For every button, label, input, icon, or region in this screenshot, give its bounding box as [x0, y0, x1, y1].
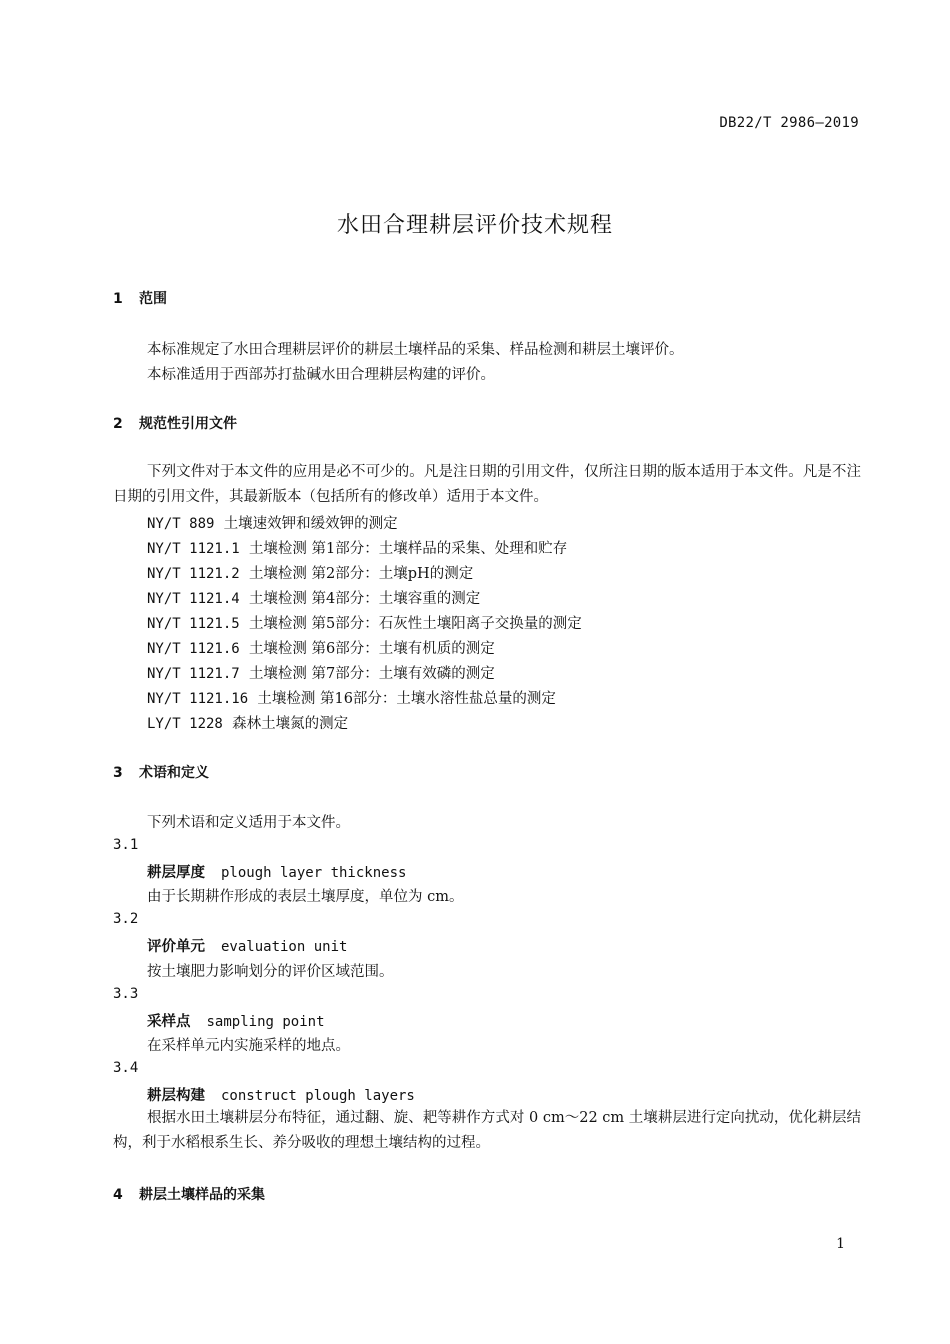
reference-code: NY/T 1121.16 [147, 691, 249, 707]
reference-title: 土壤速效钾和缓效钾的测定 [223, 516, 398, 532]
section-number: 1 [113, 291, 123, 307]
document-title: 水田合理耕层评价技术规程 [336, 213, 613, 238]
term-heading [147, 935, 347, 956]
term-en: construct plough layers [221, 1088, 415, 1104]
reference-code: NY/T 1121.2 [147, 566, 240, 582]
reference-item [147, 537, 567, 558]
term-heading [147, 1084, 415, 1105]
standard-code: DB22/T 2986—2019 [719, 115, 859, 131]
clause-number: 3.4 [113, 1060, 139, 1076]
scope-paragraph-1: 本标准规定了水田合理耕层评价的耕层土壤样品的采集、样品检测和耕层土壤评价。 [147, 342, 684, 358]
reference-code: NY/T 889 [147, 516, 215, 532]
reference-code: NY/T 1121.5 [147, 616, 240, 632]
term-en: plough layer thickness [221, 865, 407, 881]
references-intro: 下列文件对于本文件的应用是必不可少的。凡是注日期的引用文件，仅所注日期的版本适用于本文件。凡是不注日期的引用文件，其最新版本（包括所有的修改单）适用于本文件。 [113, 464, 861, 505]
term-en: sampling point [206, 1014, 325, 1030]
clause-number: 3.2 [113, 911, 139, 927]
reference-item [147, 512, 398, 533]
scope-paragraph-2: 本标准适用于西部苏打盐碱水田合理耕层构建的评价。 [147, 367, 495, 383]
term-heading [147, 1010, 325, 1031]
reference-title: 土壤检测 第16部分：土壤水溶性盐总量的测定 [257, 691, 556, 707]
section-number: 4 [113, 1187, 123, 1203]
reference-title: 土壤检测 第7部分：土壤有效磷的测定 [248, 666, 495, 682]
section-number: 3 [113, 765, 123, 781]
reference-item [147, 612, 582, 633]
section-3-heading [113, 762, 209, 782]
section-title: 范围 [139, 291, 167, 307]
term-zh: 评价单元 [147, 939, 205, 955]
reference-item [147, 662, 495, 683]
term-zh: 采样点 [147, 1014, 191, 1030]
term-definition: 根据水田土壤耕层分布特征，通过翻、旋、耙等耕作方式对 0 cm～22 cm 土壤耕层进行定向扰动，优化耕层结构，利于水稻根系生长、养分吸收的理想土壤结构的过程。 [113, 1110, 861, 1151]
page-number: 1 [836, 1236, 845, 1252]
section-1-heading [113, 288, 167, 308]
reference-code: NY/T 1121.6 [147, 641, 240, 657]
reference-title: 土壤检测 第6部分：土壤有机质的测定 [248, 641, 495, 657]
section-4-heading [113, 1184, 265, 1204]
term-definition: 按土壤肥力影响划分的评价区域范围。 [147, 964, 394, 980]
section-2-heading [113, 413, 237, 433]
section-title: 规范性引用文件 [139, 416, 237, 432]
reference-code: NY/T 1121.7 [147, 666, 240, 682]
reference-title: 土壤检测 第4部分：土壤容重的测定 [248, 591, 481, 607]
reference-item [147, 587, 480, 608]
term-zh: 耕层厚度 [147, 865, 205, 881]
reference-item [147, 637, 495, 658]
clause-number: 3.1 [113, 837, 139, 853]
reference-title: 森林土壤氮的测定 [232, 716, 349, 732]
clause-number: 3.3 [113, 986, 139, 1002]
reference-title: 土壤检测 第1部分：土壤样品的采集、处理和贮存 [248, 541, 568, 557]
term-definition: 在采样单元内实施采样的地点。 [147, 1038, 350, 1054]
reference-item [147, 712, 348, 733]
term-zh: 耕层构建 [147, 1088, 205, 1104]
terms-intro: 下列术语和定义适用于本文件。 [147, 815, 350, 831]
reference-item [147, 687, 556, 708]
reference-code: NY/T 1121.4 [147, 591, 240, 607]
section-title: 耕层土壤样品的采集 [139, 1187, 265, 1203]
term-en: evaluation unit [221, 939, 348, 955]
reference-title: 土壤检测 第2部分：土壤pH的测定 [248, 566, 474, 582]
reference-code: NY/T 1121.1 [147, 541, 240, 557]
reference-item [147, 562, 473, 583]
reference-title: 土壤检测 第5部分：石灰性土壤阳离子交换量的测定 [248, 616, 582, 632]
term-definition: 由于长期耕作形成的表层土壤厚度，单位为 cm。 [147, 889, 464, 905]
reference-code: LY/T 1228 [147, 716, 223, 732]
section-number: 2 [113, 416, 123, 432]
section-title: 术语和定义 [139, 765, 209, 781]
term-heading [147, 861, 406, 882]
